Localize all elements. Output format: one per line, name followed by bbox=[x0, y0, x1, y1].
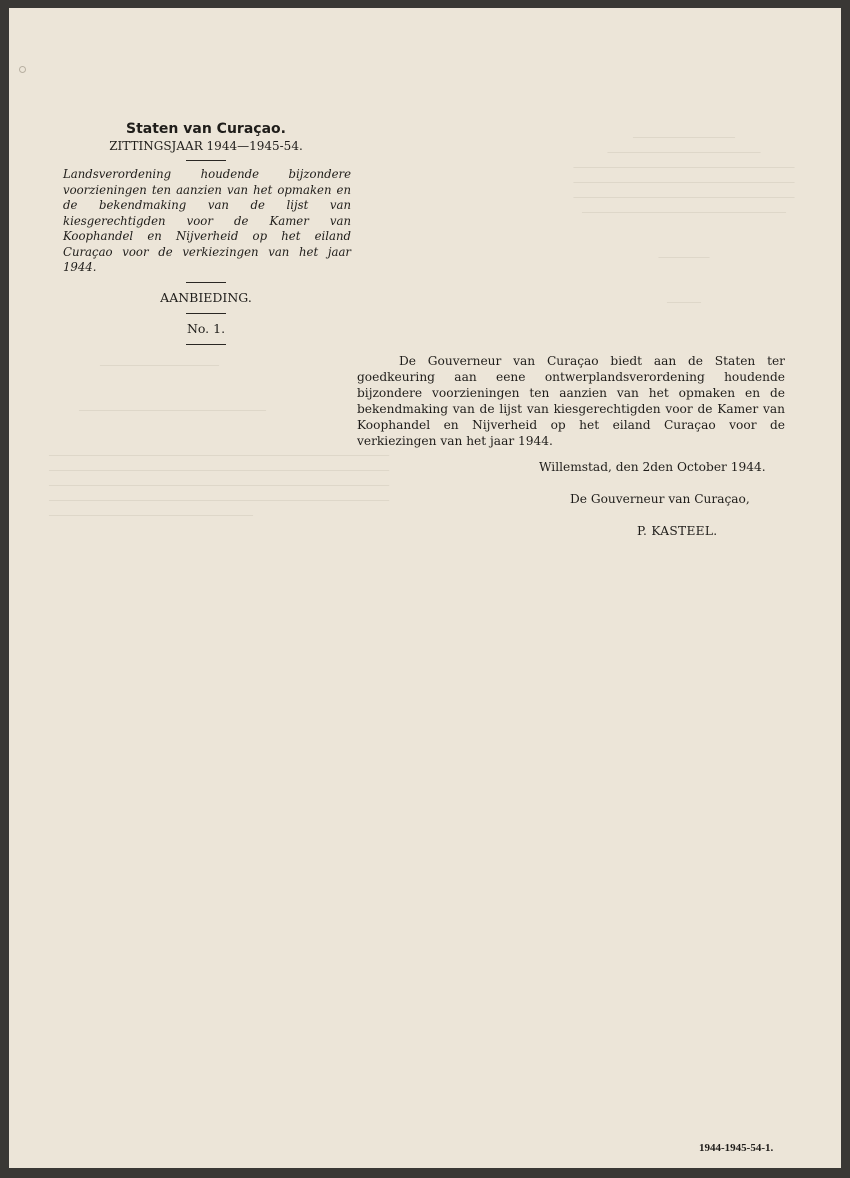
letter-closing: De Gouverneur van Curaçao, bbox=[570, 492, 750, 506]
section-label: AANBIEDING. bbox=[160, 289, 252, 305]
footer-document-number: 1944-1945-54-1. bbox=[699, 1142, 774, 1154]
divider bbox=[186, 344, 226, 345]
divider bbox=[186, 313, 226, 314]
letter-date: Willemstad, den 2den October 1944. bbox=[539, 460, 766, 474]
session-label: ZITTINGSJAAR 1944—1945-54. bbox=[109, 139, 303, 153]
subject-text: Landsverordening houdende bijzondere voorzieningen ten aanzien van het opmaken en de bekendmaking van de lijst van kiesgerechtigden voor de Kamer van Koophandel en Nijverheid op het eiland Curaçao voor de verkiezingen van het jaar 1944. bbox=[63, 167, 351, 274]
bleed-through-text: ──────────── ────────────────── ────────────────────────── ────────────────────────── ────────────────────────── ──────────────────────── ────── ──── bbox=[573, 130, 795, 309]
divider bbox=[186, 160, 226, 161]
bleed-through-text: ────────────── ────────────────────── ──────────────────────────────────────── ──────────────────────────────────────── ──────────────────────────────────────── ──────────────────────────────────────── ──────────────────────── bbox=[49, 358, 390, 522]
document-number-label: No. 1. bbox=[186, 320, 226, 336]
document-title: Staten van Curaçao. bbox=[126, 121, 286, 137]
punch-hole bbox=[19, 66, 26, 73]
letter-body: De Gouverneur van Curaçao biedt aan de Staten ter goedkeuring aan eene ontwerplandsverordening houdende bijzondere voorzieningen ten aanzien van het opmaken en de bekendmaking van de lijst van kiesgerechtigden voor de Kamer van Koophandel en Nijverheid op het eiland Curaçao voor de verkiezingen van het jaar 1944. bbox=[357, 354, 785, 448]
divider bbox=[186, 282, 226, 283]
header-block bbox=[61, 120, 351, 351]
signature-name: P. KASTEEL. bbox=[637, 524, 718, 538]
document-page bbox=[9, 8, 841, 1168]
